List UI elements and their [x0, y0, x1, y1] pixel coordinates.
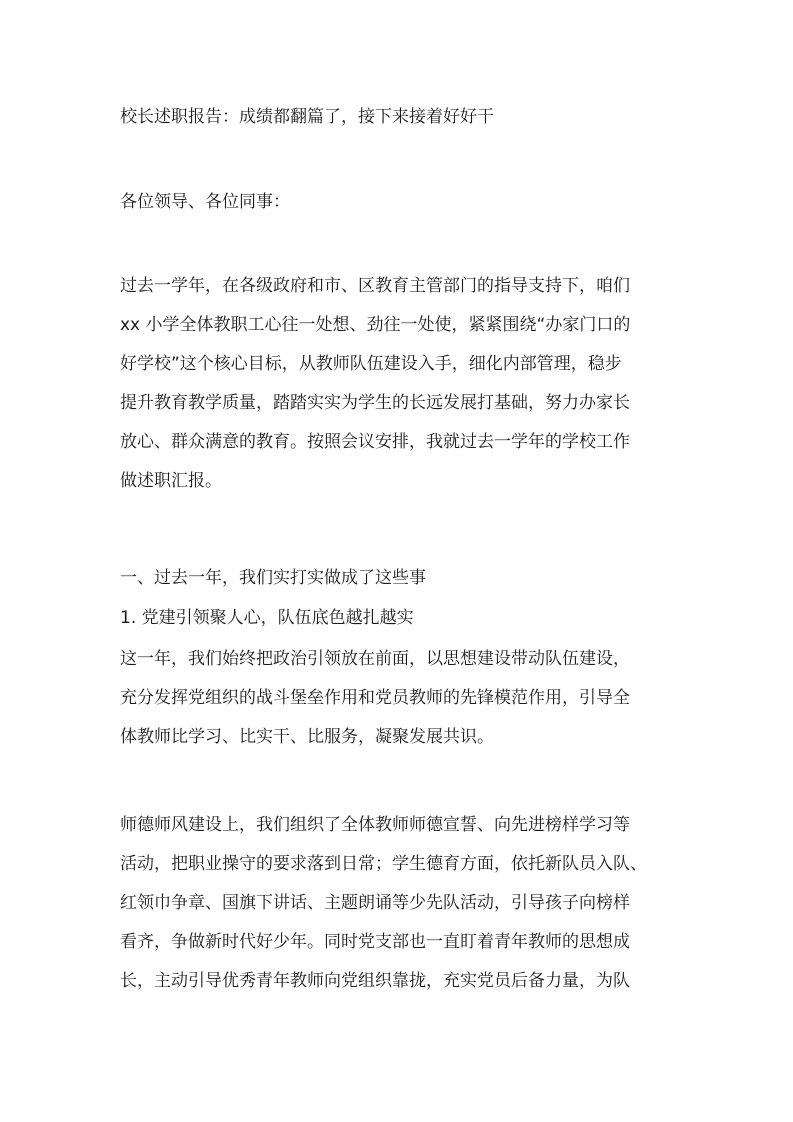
paragraph-line: 放心、群众满意的教育。按照会议安排，我就过去一学年的学校工作	[120, 432, 630, 452]
document-title: 校长述职报告：成绩都翻篇了，接下来接着好好干	[120, 107, 494, 127]
subsection-heading: 1. 党建引领聚人心，队伍底色越扎越实	[120, 608, 414, 628]
paragraph-line: xx 小学全体教职工心往一处想、劲往一处使，紧紧围绕“办家门口的	[120, 315, 631, 335]
paragraph-line: 充分发挥党组织的战斗堡垒作用和党员教师的先锋模范作用，引导全	[120, 688, 630, 708]
paragraph-line: 体教师比学习、比实干、比服务，凝聚发展共识。	[120, 727, 494, 747]
paragraph-line: 长，主动引导优秀青年教师向党组织靠拢，充实党员后备力量，为队	[120, 971, 630, 991]
paragraph-line: 做述职汇报。	[120, 471, 222, 491]
paragraph-line: 提升教育教学质量，踏踏实实为学生的长远发展打基础，努力办家长	[120, 393, 630, 413]
paragraph-line: 红领巾争章、国旗下讲话、主题朗诵等少先队活动，引导孩子向榜样	[120, 893, 630, 913]
paragraph-line: 师德师风建设上，我们组织了全体教师师德宣誓、向先进榜样学习等	[120, 815, 630, 835]
paragraph-line: 好学校”这个核心目标，从教师队伍建设入手，细化内部管理，稳步	[120, 354, 622, 374]
paragraph-line: 活动，把职业操守的要求落到日常；学生德育方面，依托新队员入队、	[120, 854, 647, 874]
paragraph-line: 这一年，我们始终把政治引领放在前面，以思想建设带动队伍建设，	[120, 649, 630, 669]
paragraph-line: 过去一学年，在各级政府和市、区教育主管部门的指导支持下，咱们	[120, 276, 630, 296]
paragraph-line: 看齐，争做新时代好少年。同时党支部也一直盯着青年教师的思想成	[120, 932, 630, 952]
salutation: 各位领导、各位同事：	[120, 192, 290, 212]
section-heading: 一、过去一年，我们实打实做成了这些事	[120, 568, 426, 588]
